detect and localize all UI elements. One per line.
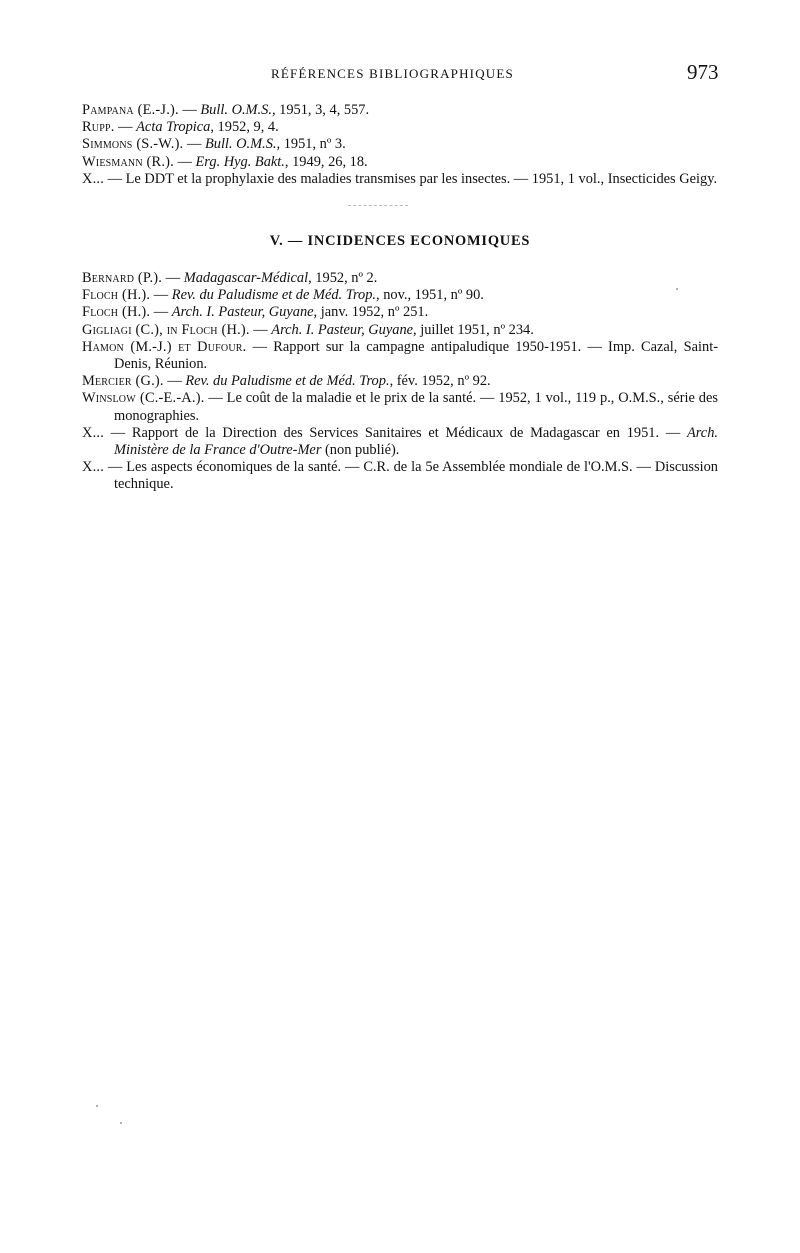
reference-details: , janv. 1952, nº 251. bbox=[313, 304, 429, 321]
reference-journal: Arch. I. Pasteur, Guyane bbox=[271, 321, 414, 338]
reference-author: Pampana (E.-J.). bbox=[82, 102, 179, 118]
reference-author: Mercier (G.). bbox=[82, 373, 164, 390]
reference-details: , 1951, nº 3. bbox=[276, 136, 346, 153]
reference-dash: — bbox=[150, 304, 172, 321]
reference-dash: — bbox=[104, 170, 126, 187]
section-heading: V. — INCIDENCES ECONOMIQUES bbox=[269, 233, 531, 249]
reference-entry bbox=[82, 119, 718, 136]
reference-author: Gigliagi (C.), in Floch (H.). bbox=[82, 321, 250, 338]
reference-details-tail: (non publié). bbox=[321, 442, 400, 459]
reference-dash: — bbox=[183, 136, 205, 153]
reference-journal: Acta Tropica bbox=[136, 119, 211, 136]
reference-author: Floch (H.). bbox=[82, 304, 151, 321]
reference-author: X... bbox=[82, 424, 104, 441]
reference-journal: Erg. Hyg. Bakt. bbox=[195, 153, 285, 170]
scan-speck bbox=[120, 1122, 122, 1124]
reference-list-economic bbox=[82, 270, 718, 494]
reference-dash: — bbox=[162, 270, 184, 286]
reference-entry bbox=[82, 171, 718, 188]
reference-entry bbox=[82, 459, 718, 493]
reference-entry bbox=[82, 270, 718, 287]
reference-dash: — bbox=[178, 102, 201, 118]
reference-entry bbox=[82, 390, 718, 424]
reference-details: , 1952, 9, 4. bbox=[210, 119, 279, 136]
reference-author: Hamon (M.-J.) et Dufour. bbox=[82, 338, 247, 355]
reference-details: Le coût de la maladie et le prix de la santé. — 1952, 1 vol., 119 p., O.M.S., série des monographies. bbox=[114, 390, 718, 424]
reference-details: Le DDT et la prophylaxie des maladies transmises par les insectes. — 1951, 1 vol., Insecticides Geigy. bbox=[125, 170, 718, 187]
reference-author: Bernard (P.). bbox=[82, 270, 163, 286]
reference-entry bbox=[82, 339, 718, 373]
reference-author: Simmons (S.-W.). bbox=[82, 136, 184, 153]
reference-dash: — bbox=[104, 424, 132, 441]
reference-details: , 1951, 3, 4, 557. bbox=[271, 102, 370, 118]
reference-entry bbox=[82, 136, 718, 153]
reference-author: X... bbox=[82, 170, 104, 187]
reference-journal: Bull. O.M.S. bbox=[200, 102, 272, 118]
reference-entry bbox=[82, 304, 718, 321]
reference-dash: — bbox=[104, 459, 127, 476]
reference-entry bbox=[82, 322, 718, 339]
scan-speck bbox=[676, 288, 678, 290]
reference-details: , 1952, nº 2. bbox=[308, 270, 378, 286]
reference-author: Winslow (C.-E.-A.). bbox=[82, 390, 205, 407]
page-number: 973 bbox=[687, 60, 719, 84]
reference-details: Les aspects économiques de la santé. — C.R. de la 5e Assemblée mondiale de l'O.M.S. — Discussion technique. bbox=[114, 459, 718, 493]
reference-dash: — bbox=[246, 338, 274, 355]
reference-entry bbox=[82, 102, 718, 119]
reference-details: , nov., 1951, nº 90. bbox=[376, 287, 484, 304]
reference-entry bbox=[82, 373, 718, 390]
reference-details: , juillet 1951, nº 234. bbox=[413, 321, 534, 338]
reference-author: Floch (H.). bbox=[82, 287, 151, 304]
reference-author: Rupp. bbox=[82, 119, 115, 136]
reference-dash: — bbox=[150, 287, 172, 304]
reference-journal: Bull. O.M.S. bbox=[204, 136, 277, 153]
reference-journal: Arch. Ministère de la France d'Outre-Mer bbox=[114, 424, 718, 459]
reference-journal: Arch. I. Pasteur, Guyane bbox=[171, 304, 314, 321]
reference-journal: Rev. du Paludisme et de Méd. Trop. bbox=[185, 373, 390, 390]
reference-journal: Rev. du Paludisme et de Méd. Trop. bbox=[171, 287, 377, 304]
reference-dash: — bbox=[163, 373, 186, 390]
reference-journal: Madagascar-Médical bbox=[183, 270, 309, 286]
reference-dash: — bbox=[173, 153, 196, 170]
reference-entry bbox=[82, 154, 718, 171]
reference-details: , 1949, 26, 18. bbox=[284, 153, 368, 170]
running-head: RÉFÉRENCES BIBLIOGRAPHIQUES bbox=[271, 66, 514, 81]
scan-speck bbox=[96, 1105, 98, 1107]
reference-entry bbox=[82, 287, 718, 304]
reference-dash: — bbox=[204, 390, 227, 407]
reference-list-top bbox=[82, 102, 718, 188]
reference-author: Wiesmann (R.). bbox=[82, 153, 174, 170]
reference-details: , fév. 1952, nº 92. bbox=[389, 373, 491, 390]
reference-dash: — bbox=[114, 119, 137, 136]
divider bbox=[348, 205, 408, 207]
reference-details: Rapport sur la campagne antipaludique 1950-1951. — Imp. Cazal, Saint-Denis, Réunion. bbox=[114, 338, 718, 373]
reference-dash: — bbox=[249, 321, 272, 338]
reference-entry bbox=[82, 425, 718, 459]
reference-details: Rapport de la Direction des Services Sanitaires et Médicaux de Madagascar en 1951. — bbox=[131, 424, 687, 441]
reference-author: X... bbox=[82, 459, 104, 476]
